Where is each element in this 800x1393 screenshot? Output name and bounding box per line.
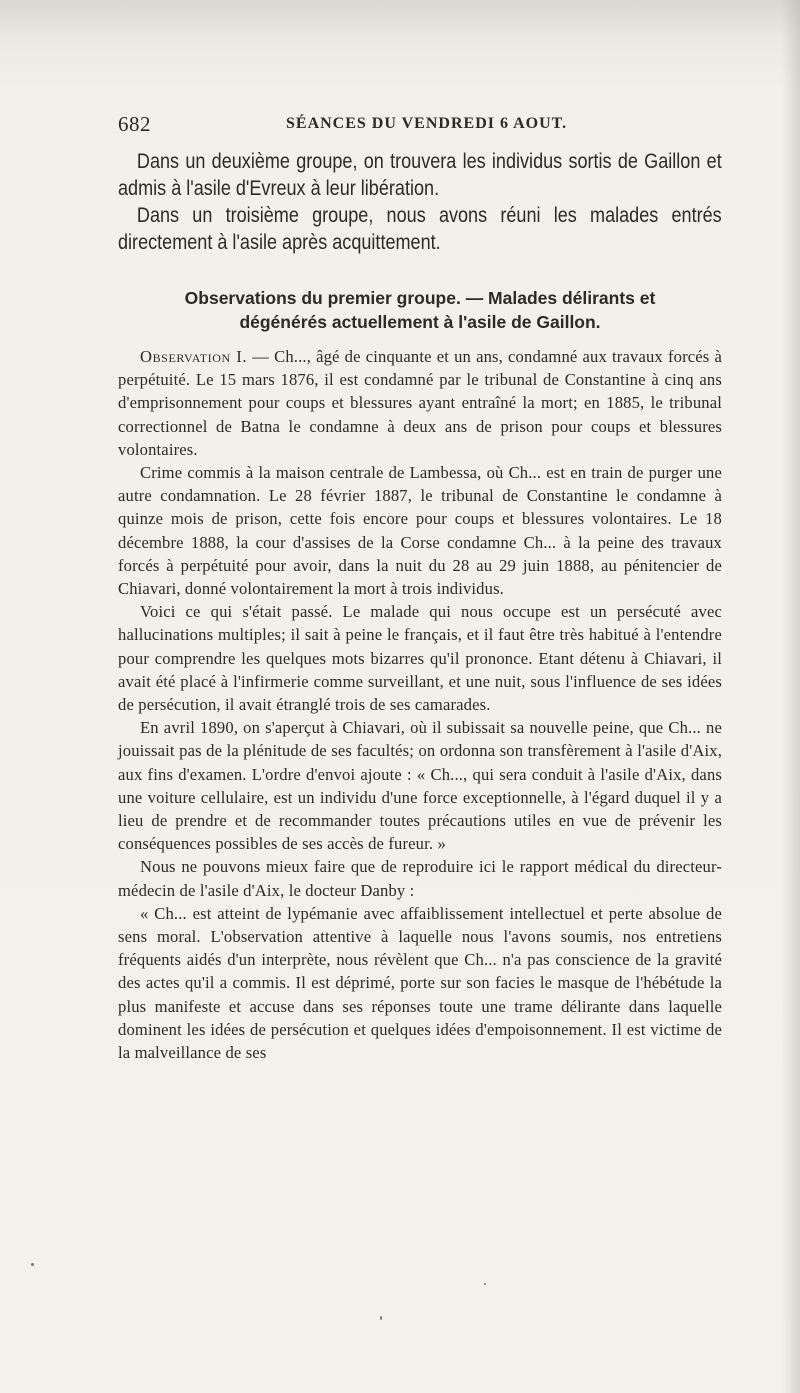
section-heading <box>118 286 722 334</box>
section-heading-line: Observations du premier groupe. — Malades délirants et <box>184 288 656 308</box>
body-paragraph: En avril 1890, on s'aperçut à Chiavari, où il subissait sa nouvelle peine, que Ch... ne jouissait pas de la plénitude de ses facultés; on ordonna son transfèrement à l'asile d'Aix, aux fins d'examen. L'ordre d'envoi ajoute : « Ch..., qui sera conduit à l'asile d'Aix, dans une voiture cellulaire, est un individu d'une force exceptionnelle, à l'égard duquel il y a lieu de prendre et de recommander toutes précautions utiles en vue de prévenir les conséquences possibles de ses accès de fureur. » <box>118 718 722 854</box>
paper-speck <box>31 1263 34 1266</box>
intro-paragraph: Dans un troisième groupe, nous avons réuni les malades entrés directement à l'asile après acquittement. <box>118 204 722 254</box>
running-head: SÉANCES DU VENDREDI 6 AOUT. <box>286 115 568 132</box>
body-paragraph-text: — Ch..., âgé de cinquante et un ans, condamné aux travaux forcés à perpétuité. Le 15 mars 1876, il est condamné par le tribunal de Constantine à cinq ans d'emprisonnement pour coups et blessures ayant entraîné la mort; en 1885, le tribunal correctionnel de Batna le condamne à deux ans de prison pour coups et blessures volontaires. <box>118 347 723 459</box>
page-edge-shadow <box>782 0 800 1393</box>
paper-speck <box>484 1283 486 1285</box>
body-paragraph: Nous ne pouvons mieux faire que de reproduire ici le rapport médical du directeur-médecin de l'asile d'Aix, le docteur Danby : <box>118 857 722 900</box>
page-number: 682 <box>118 112 151 136</box>
paper-speck <box>380 1316 382 1320</box>
observation-body <box>118 345 722 1064</box>
intro-text <box>118 148 722 256</box>
observation-label: Observation I. <box>140 347 248 366</box>
section-heading-line: dégénérés actuellement à l'asile de Gaillon. <box>239 312 601 332</box>
body-paragraph: Crime commis à la maison centrale de Lambessa, où Ch... est en train de purger une autre condamnation. Le 28 février 1887, le tribunal de Constantine le condamne à quinze mois de prison, cette fois encore pour coups et blessures volontaires. Le 18 décembre 1888, la cour d'assises de la Corse condamne Ch... à la peine des travaux forcés à perpétuité pour avoir, dans la nuit du 28 au 29 juin 1888, au pénitencier de Chiavari, donné volontairement la mort à trois individus. <box>118 463 722 599</box>
body-paragraph <box>118 345 722 461</box>
body-paragraph: Voici ce qui s'était passé. Le malade qui nous occupe est un persécuté avec hallucinations multiples; il sait à peine le français, et il faut être très habitué à l'entendre pour comprendre les quelques mots bizarres qu'il prononce. Etant détenu à Chiavari, il avait été placé à l'infirmerie comme surveillant, et une nuit, sous l'influence de ses idées de persécution, il avait étranglé trois de ses camarades. <box>118 602 722 715</box>
body-paragraph: « Ch... est atteint de lypémanie avec affaiblissement intellectuel et perte absolue de sens moral. L'observation attentive à laquelle nous l'avons soumis, nos entretiens fréquents aidés d'un interprète, nous révèlent que Ch... n'a pas conscience de la gravité des actes qu'il a commis. Il est déprimé, porte sur son facies le masque de l'hébétude la plus manifeste et accuse dans ses réponses toute une trame délirante dans laquelle dominent les idées de persécution et quelques idées d'empoisonnement. Il est victime de la malveillance de ses <box>118 903 722 1063</box>
page-header <box>118 112 722 142</box>
intro-paragraph: Dans un deuxième groupe, on trouvera les individus sortis de Gaillon et admis à l'asile d'Evreux à leur libération. <box>118 150 722 200</box>
